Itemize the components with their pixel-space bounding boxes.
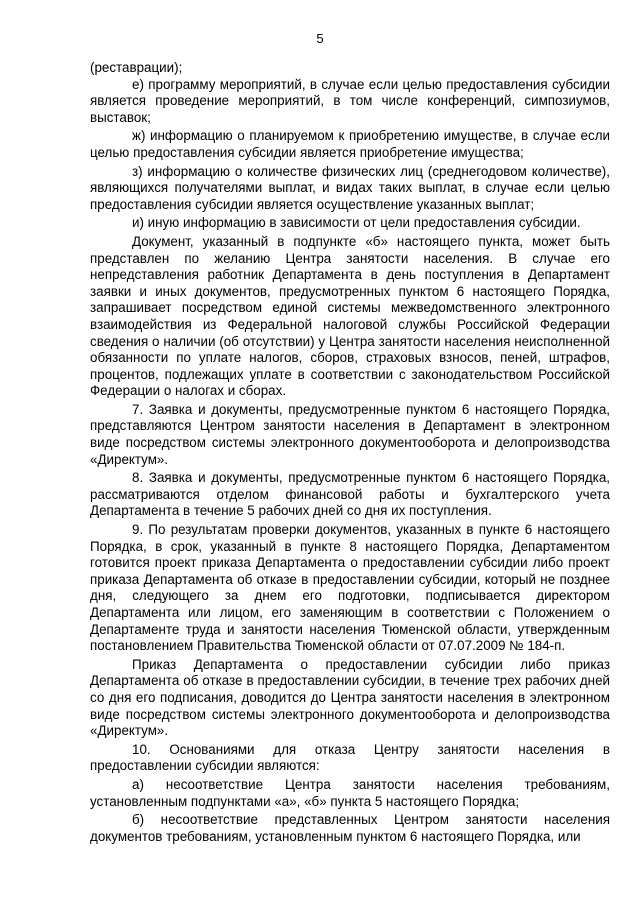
paragraph-item-e: е) программу мероприятий, в случае если целью предоставления субсидии является проведение мероприятий, в том числе конференций, симпозиумов, выставок;	[90, 76, 610, 125]
paragraph-continuation: (реставрации);	[90, 60, 183, 75]
paragraph-clause-8: 8. Заявка и документы, предусмотренные пунктом 6 настоящего Порядка, рассматриваются отделом финансовой работы и бухгалтерского учета Департамента в течение 5 рабочих дней со дня их поступления.	[90, 470, 610, 519]
paragraph-clause-9: 9. По результатам проверки документов, указанных в пункте 6 настоящего Порядка, в срок, указанный в пункте 8 настоящего Порядка, Департаментом готовится проект приказа Департамента о предоставлении субсидии либо проект приказа Департамента об отказе в предоставлении субсидии, который не позднее дня, следующего за днем его подготовки, подписывается директором Департамента или лицом, его заменяющим в соответствии с Положением о Департаменте труда и занятости населения Тюменской области, утвержденным постановлением Правительства Тюменской области от 07.07.2009 № 184-п.	[90, 522, 610, 654]
paragraph-clause-7: 7. Заявка и документы, предусмотренные пунктом 6 настоящего Порядка, представляются Центром занятости населения в Департамент в электронном виде посредством системы электронного документооборота и делопроизводства «Директум».	[90, 401, 610, 467]
paragraph-item-i: и) иную информацию в зависимости от цели предоставления субсидии.	[132, 215, 581, 231]
paragraph-clause-10: 10. Основаниями для отказа Центру занятости населения в предоставлении субсидии являются:	[90, 741, 610, 774]
paragraph-document-note: Документ, указанный в подпункте «б» настоящего пункта, может быть представлен по желанию Центра занятости населения. В случае его непредставления работник Департамента в день поступления в Департамент заявки и иных документов, предусмотренных пунктом 6 настоящего Порядка, запрашивает посредством единой системы межведомственного электронного взаимодействия из Федеральной налоговой службы Российской Федерации сведения о наличии (об отсутствии) у Центра занятости населения неисполненной обязанности по уплате налогов, сборов, страховых взносов, пеней, штрафов, процентов, подлежащих уплате в соответствии с законодательством Российской Федерации о налогах и сборах.	[90, 233, 610, 399]
paragraph-item-zh: ж) информацию о планируемом к приобретению имуществе, в случае если целью предоставления субсидии является приобретение имущества;	[90, 128, 610, 160]
paragraph-order-notice: Приказ Департамента о предоставлении субсидии либо приказ Департамента об отказе в предоставлении субсидии, в течение трех рабочих дней со дня его подписания, доводится до Центра занятости населения в электронном виде посредством системы электронного документооборота и делопроизводства «Директум».	[90, 656, 610, 739]
paragraph-ground-b: б) несоответствие представленных Центром занятости населения документов требованиям, установленным пунктом 6 настоящего Порядка, или	[90, 812, 610, 844]
paragraph-item-z: з) информацию о количестве физических лиц (среднегодовом количестве), являющихся получателями выплат, и видах таких выплат, в случае если целью предоставления субсидии является осуществление указанных выплат;	[90, 163, 610, 212]
document-body	[90, 60, 610, 845]
page-number: 5	[316, 31, 324, 46]
paragraph-ground-a: а) несоответствие Центра занятости населения требованиям, установленным подпунктами «а», «б» пункта 5 настоящего Порядка;	[90, 776, 610, 809]
